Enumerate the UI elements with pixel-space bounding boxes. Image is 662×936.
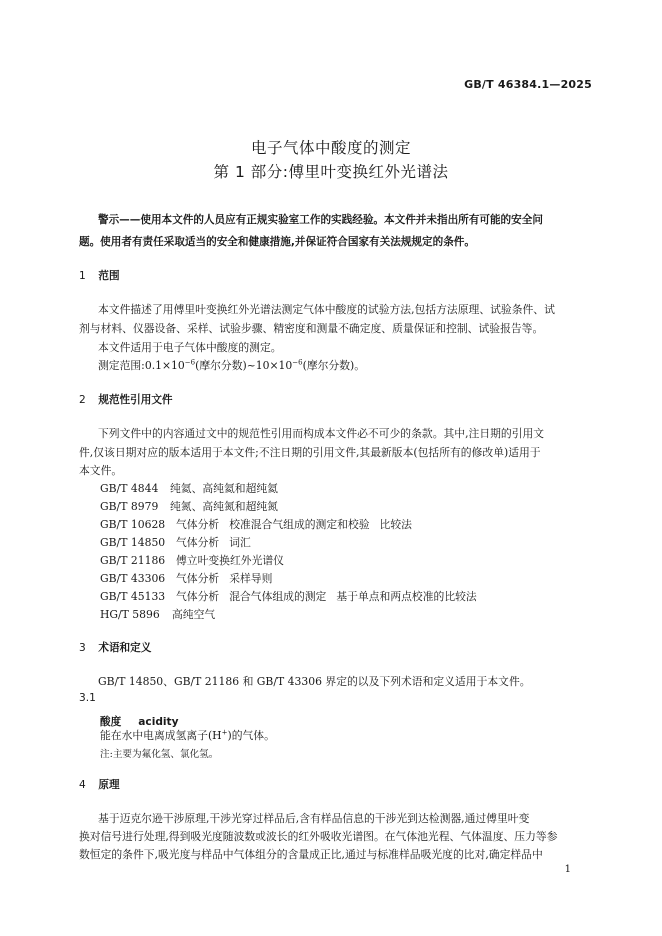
- standard-code: GB/T 46384.1—2025: [464, 78, 592, 91]
- scope-range: 测定范围$:0.1\times 10^{-6}$(摩尔分数)$\sim 10\times 10^{-6}$(摩尔分数)。: [98, 358, 366, 372]
- term-number: 3.1: [79, 692, 96, 704]
- section-title: 原理: [98, 779, 120, 791]
- principle-line-2: 换对信号进行处理,得到吸光度随波数或波长的红外吸收光谱图。在气体池光程、气体温度、压力等参: [79, 830, 558, 843]
- reference-item: GB/T 8979 纯氮、高纯氮和超纯氮: [100, 500, 278, 513]
- term-heading: [100, 710, 179, 729]
- scope-paragraph-line-2: 剂与材料、仪器设备、采样、试验步骤、精密度和测量不确定度、质量保证和控制、试验报告等。: [79, 322, 544, 335]
- term-english: acidity: [138, 716, 179, 728]
- term-note: 注:主要为氟化氢、氯化氢。: [100, 749, 219, 760]
- reference-item: GB/T 4844 纯氦、高纯氦和超纯氦: [100, 482, 278, 495]
- section-heading-4: [79, 777, 120, 792]
- section-number: 3: [79, 642, 86, 654]
- page-number: 1: [564, 864, 571, 875]
- normative-paragraph-line-1: 下列文件中的内容通过文中的规范性引用而构成本文件必不可少的条款。其中,注日期的引用文: [98, 427, 545, 440]
- reference-item: GB/T 21186 傅立叶变换红外光谱仪: [100, 554, 284, 567]
- section-heading-2: [79, 392, 173, 407]
- section-heading-3: [79, 640, 151, 655]
- section-number: 4: [79, 779, 86, 791]
- section-title: 范围: [98, 270, 120, 282]
- section-heading-1: [79, 268, 120, 283]
- scope-applicability: 本文件适用于电子气体中酸度的测定。: [98, 341, 282, 354]
- terms-intro: GB/T 14850、GB/T 21186 和 GB/T 43306 界定的以及下列术语和定义适用于本文件。: [98, 675, 531, 688]
- document-subtitle: 第 1 部分:傅里叶变换红外光谱法: [213, 163, 449, 181]
- reference-item: GB/T 10628 气体分析 校准混合气组成的测定和校验 比较法: [100, 518, 412, 531]
- normative-paragraph-line-2: 件,仅该日期对应的版本适用于本文件;不注日期的引用文件,其最新版本(包括所有的修改单)适用于: [79, 446, 541, 459]
- warning-line-1: 警示——使用本文件的人员应有正规实验室工作的实践经验。本文件并未指出所有可能的安全问: [98, 214, 543, 226]
- section-title: 规范性引用文件: [98, 394, 173, 406]
- principle-line-1: 基于迈克尔逊干涉原理,干涉光穿过样品后,含有样品信息的干涉光到达检测器,通过傅里叶变: [98, 812, 530, 825]
- term-chinese: 酸度: [100, 716, 122, 728]
- reference-item: GB/T 43306 气体分析 采样导则: [100, 572, 273, 585]
- principle-line-3: 数恒定的条件下,吸光度与样品中气体组分的含量成正比,通过与标准样品吸光度的比对,确定样品中: [79, 848, 543, 861]
- reference-item: GB/T 14850 气体分析 词汇: [100, 536, 251, 549]
- section-title: 术语和定义: [98, 642, 152, 654]
- warning-line-2: 题。使用者有责任采取适当的安全和健康措施,并保证符合国家有关法规规定的条件。: [79, 236, 475, 248]
- reference-item: GB/T 45133 气体分析 混合气体组成的测定 基于单点和两点校准的比较法: [100, 590, 477, 603]
- scope-paragraph-line-1: 本文件描述了用傅里叶变换红外光谱法测定气体中酸度的试验方法,包括方法原理、试验条件、试: [98, 303, 555, 316]
- section-number: 1: [79, 270, 86, 282]
- normative-paragraph-line-3: 本文件。: [79, 464, 123, 477]
- term-definition: 能在水中电离成氢离子(H+)的气体。: [100, 728, 275, 742]
- section-number: 2: [79, 394, 86, 406]
- document-title: 电子气体中酸度的测定: [250, 139, 411, 157]
- reference-item: HG/T 5896 高纯空气: [100, 608, 216, 621]
